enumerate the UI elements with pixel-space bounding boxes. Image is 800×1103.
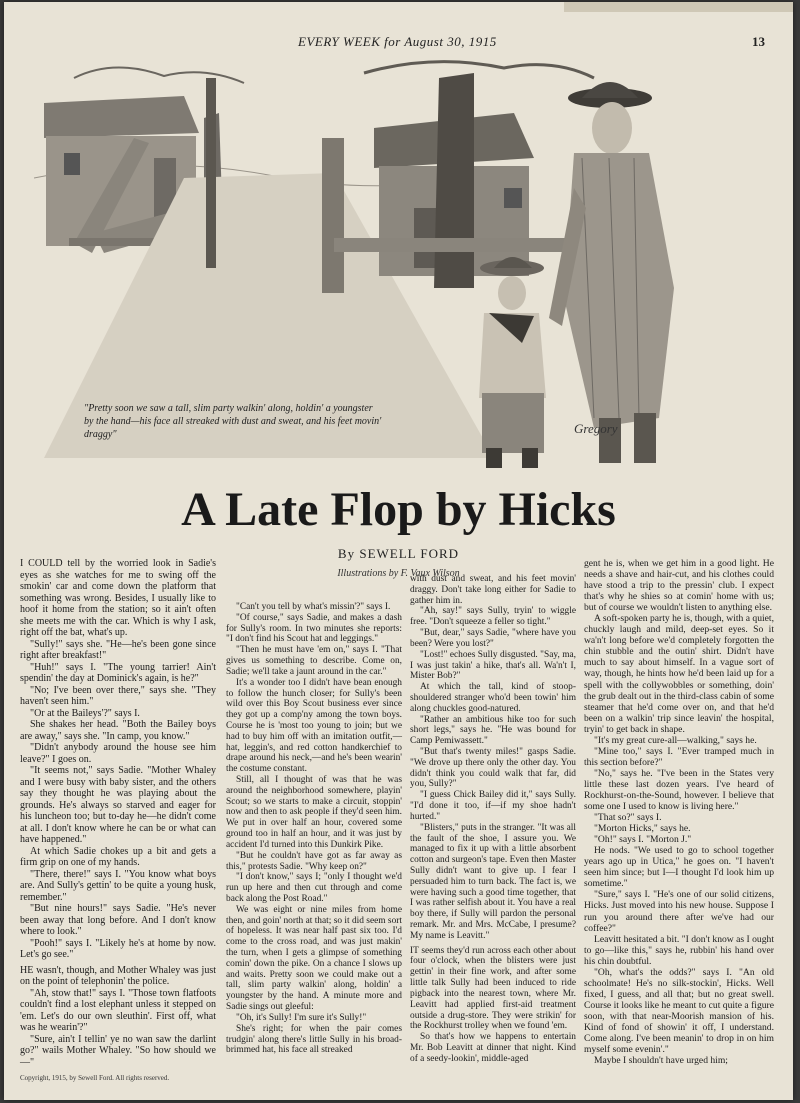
paragraph: "No; I've been over there," says she. "They haven't seen him." (20, 684, 216, 707)
torn-edge-strip (564, 2, 793, 12)
paragraph: "Or at the Baileys'?" says I. (30, 707, 140, 719)
story-title: A Late Flop by Hicks (181, 483, 616, 536)
illustrator-credit: Illustrations by F. Vaux Wilson (337, 568, 460, 579)
paragraph: "Then he must have 'em on," says I. "That gives us something to describe. Come on, Sadie; we'll take a jaunt around in the car." (226, 645, 402, 677)
paragraph: "Can't you tell by what's missin'?" says I. (236, 602, 391, 612)
paragraph: "Ah, stow that!" says I. "Those town flatfoots couldn't find a lost elephant unless it stepped on 'em. Let's do our own sleuthin'. First off, what was he wearin'?" (20, 987, 216, 1033)
text-column-4 (584, 558, 774, 1066)
paragraph: A soft-spoken party he is, though, with a quiet, chuckly laugh and mild, deep-set eyes. So it wa'n't long before we'd completely forgotten the chin stubble and the outin' shirt. Didn't have much to say about himself. In a vague sort of way, though, he hints how he'd been laid up for a spell with the collywobbles or something, doin' the grub dealt out in the third-class cabin of some steamer that he'd come over on, and that he'd been on a walkin' trip since leavin' the hospital, tryin' to get back in shape. (584, 613, 774, 735)
paragraph: with dust and sweat, and his feet movin' draggy. Don't take long either for Sadie to gather him in. (410, 574, 576, 606)
text-column-1 (20, 558, 216, 1068)
text-column-2 (226, 602, 402, 1056)
paragraph: "There, there!" says I. "You know what boys are. And Sully's gettin' to be quite a young husk, remember." (20, 868, 216, 903)
paragraph: "Oh, it's Sully! I'm sure it's Sully!" (236, 1012, 367, 1023)
paragraph: "Oh, what's the odds?" says I. "An old schoolmate! He's no silk-stockin', Hicks. Well fixed, I guess, and all that; but no great swell. Course it looks like he meant to cut quite a figure soon, with that near-Moorish mansion of his. Kind of fond of showin' it off, I understand. Come along. I've been meanin' to drop in on him myself some evenin'." (584, 966, 774, 1056)
paragraph: "Ah, say!" says Sully, tryin' to wiggle free. "Don't squeeze a feller so tight." (410, 606, 576, 628)
paragraph: She's right; for when the pair comes trudgin' along there's little Sully in his broad-brimmed hat, his face all streaked (226, 1023, 402, 1056)
paragraph: Leavitt hesitated a bit. "I don't know as I ought to go—like this," says he, rubbin' his hand over his chin doubtful. (584, 933, 774, 967)
paragraph: "Pooh!" says I. "Likely he's at home by now. Let's go see." (20, 937, 216, 960)
paragraph: "Mine too," says I. "Ever tramped much in this section before?" (584, 745, 774, 768)
paragraph: Maybe I shouldn't have urged him; (594, 1055, 728, 1067)
paragraph: HE wasn't, though, and Mother Whaley was just on the point of telephonin' the police. (20, 964, 216, 987)
paragraph: "Morton Hicks," says he. (594, 823, 691, 835)
paragraph: IT seems they'd run across each other about four o'clock, when the blisters were just gettin' in their fine work, and after some little talk Sully had been induced to ride pigback into the nearest town, where Mr. Leavitt had applied first-aid treatment outside a drug-store. They were strikin' for the Rockhurst trolley when we found 'em. (410, 945, 576, 1032)
paragraph: So that's how we happens to entertain Mr. Bob Leavitt at dinner that night. Kind of a seedy-lookin', middle-aged (410, 1032, 576, 1064)
page-header (4, 34, 793, 56)
copyright-notice: Copyright, 1915, by Sewell Ford. All rights reserved. (20, 1074, 170, 1082)
paragraph: I COULD tell by the worried look in Sadie's eyes as she watches for me to swing off the smokin' car and come down the platform that something was wrong. Besides, I usually like to hoof it home from the station; so it ain't often she meets me with the car. Which is why I ask, right off the bat, what's up. (20, 558, 216, 638)
paragraph: "Rather an ambitious hike too for such short legs," says he. "He was bound for Camp Pemiwassett." (410, 714, 576, 747)
paragraph: "Oh!" says I. "Morton J." (594, 834, 692, 846)
paragraph: Still, all I thought of was that he was around the neighborhood somewhere, playin' Scout; so we starts to make a circuit, stoppin' now and then to ask people if they'd seen him. We put in over half an hour, covered some ground too in half an hour, and it was just by accident I'd turned into this Dunkirk Pike. (226, 775, 402, 850)
page-number: 13 (752, 34, 765, 49)
paragraph: "But he couldn't have got as far away as this," protests Sadie. "Why keep on?" (226, 850, 402, 872)
paragraph: "But, dear," says Sadie, "where have you been? Were you lost?" (410, 628, 576, 649)
paragraph: gent he is, when we get him in a good light. He needs a shave and hair-cut, and his clothes could have stood a trip to the pressin' club. I expect that's why he shies so at comin' home with us; but of course we wouldn't listen to anything else. (584, 558, 774, 614)
paragraph: She shakes her head. "Both the Bailey boys are away," says she. "In camp, you know." (20, 719, 216, 742)
paragraph: He nods. "We used to go to school together years ago up in Utica," he goes on. "I haven't seen him since; but I—I thought I'd look him up sometime." (584, 845, 774, 890)
artist-signature: Gregory (574, 421, 618, 436)
paragraph: We was eight or nine miles from home then, and goin' north at that; so it did seem sort of hopeless. It was near half past six too. I'd come to the cross road, and was just makin' the turn, when I gets a glimpse of something comin' down the pike. On a chance I slows up and waits. Pretty soon we could make out a tall, slim party walkin' along, holdin' a youngster by the hand. A minute more and Sadie sings out gleeful: (226, 904, 402, 1013)
paragraph: It's a wonder too I didn't have bean enough to follow the hunch closer; for Sully's been wild over this Boy Scout business ever since they got up a comp'ny among the town boys. Course he is 'most too young to join; but we had to buy him off with an imitation outfit,—hat, leggin's, and red cotton handkerchief to drape around his neck,—and he's been wearin' the costume constant. (226, 677, 402, 775)
paragraph: "Of course," says Sadie, and makes a dash for Sully's room. In two minutes she reports: "I don't find his Scout hat and leggings." (226, 612, 402, 645)
publication-line: EVERY WEEK for August 30, 1915 (298, 34, 497, 49)
paragraph: At which the tall, kind of stoop-shouldered stranger who'd been towin' him along chuckles good-natured. (410, 682, 576, 714)
paragraph: "That so?" says I. (594, 812, 662, 824)
paragraph: "Sure," says I. "He's one of our solid citizens, Hicks. Just moved into his new house. Suppose I run you around there after we've had our coffee?" (584, 889, 774, 934)
paragraph: "It's my great cure-all—walking," says he. (594, 734, 757, 746)
paragraph: "I guess Chick Bailey did it," says Sully. "I'd done it too, if—if my shoe hadn't hurted." (410, 790, 576, 822)
paragraph: "No," says he. "I've been in the States very little these last dozen years. I've heard of Rockhurst-on-the-Sound, however. I believe that some one I used to know is living here." (584, 767, 774, 813)
paragraph: "Huh!" says I. "The young tarrier! Ain't spendin' the day at Dominick's again, is he?" (20, 661, 216, 684)
paragraph: "I don't know," says I; "only I thought we'd run up here and then cut through and come back along the Post Road." (226, 872, 402, 904)
magazine-page (4, 2, 793, 1100)
author-byline: By SEWELL FORD (337, 546, 460, 561)
paragraph: "Sully!" says she. "He—he's been gone since right after breakfast!" (20, 638, 216, 661)
paragraph: "Sure, ain't I tellin' ye no wan saw the darlint go?" wails Mother Whaley. "So how should we—" (20, 1033, 216, 1068)
text-column-3 (410, 574, 576, 1065)
paragraph: "But that's twenty miles!" gasps Sadie. "We drove up there only the other day. You didn't think you could walk that far, did you, Sully?" (410, 747, 576, 790)
paragraph: "It seems not," says Sadie. "Mother Whaley and I were busy with baby sister, and the others say they thought he was playing about the grounds. He's always so starved and eager for his luncheon too; but to-day he—he didn't come at all. I don't know where he can be or what can have happened." (20, 765, 216, 845)
paragraph: At which Sadie chokes up a bit and gets a firm grip on one of my hands. (20, 845, 216, 868)
paragraph: "Didn't anybody around the house see him leave?" I goes on. (20, 742, 216, 765)
illustration-caption: "Pretty soon we saw a tall, slim party walkin' along, holdin' a youngster by the hand—his face all streaked with dust and sweat, and his feet movin' draggy" (84, 403, 382, 440)
paragraph: "Lost!" echoes Sully disgusted. "Say, ma, I was just takin' a hike, that's all. Wa'n't I, Mister Bob?" (410, 649, 576, 682)
paragraph: "Blisters," puts in the stranger. "It was all the fault of the shoe, I assure you. We managed to fix it up with a little absorbent cotton and surgeon's tape. Even then Master Sully didn't want to give up. I fear I persuaded him to turn back. The fact is, we were having such a good time together, that I was rather selfish about it. You have a real boy there, if Sully will pardon the personal remark. Mr. and Mrs. McCabe, I presume? My name is Leavitt." (410, 822, 576, 941)
paragraph: "But nine hours!" says Sadie. "He's never been away that long before. And I don't know where to look." (20, 903, 216, 937)
